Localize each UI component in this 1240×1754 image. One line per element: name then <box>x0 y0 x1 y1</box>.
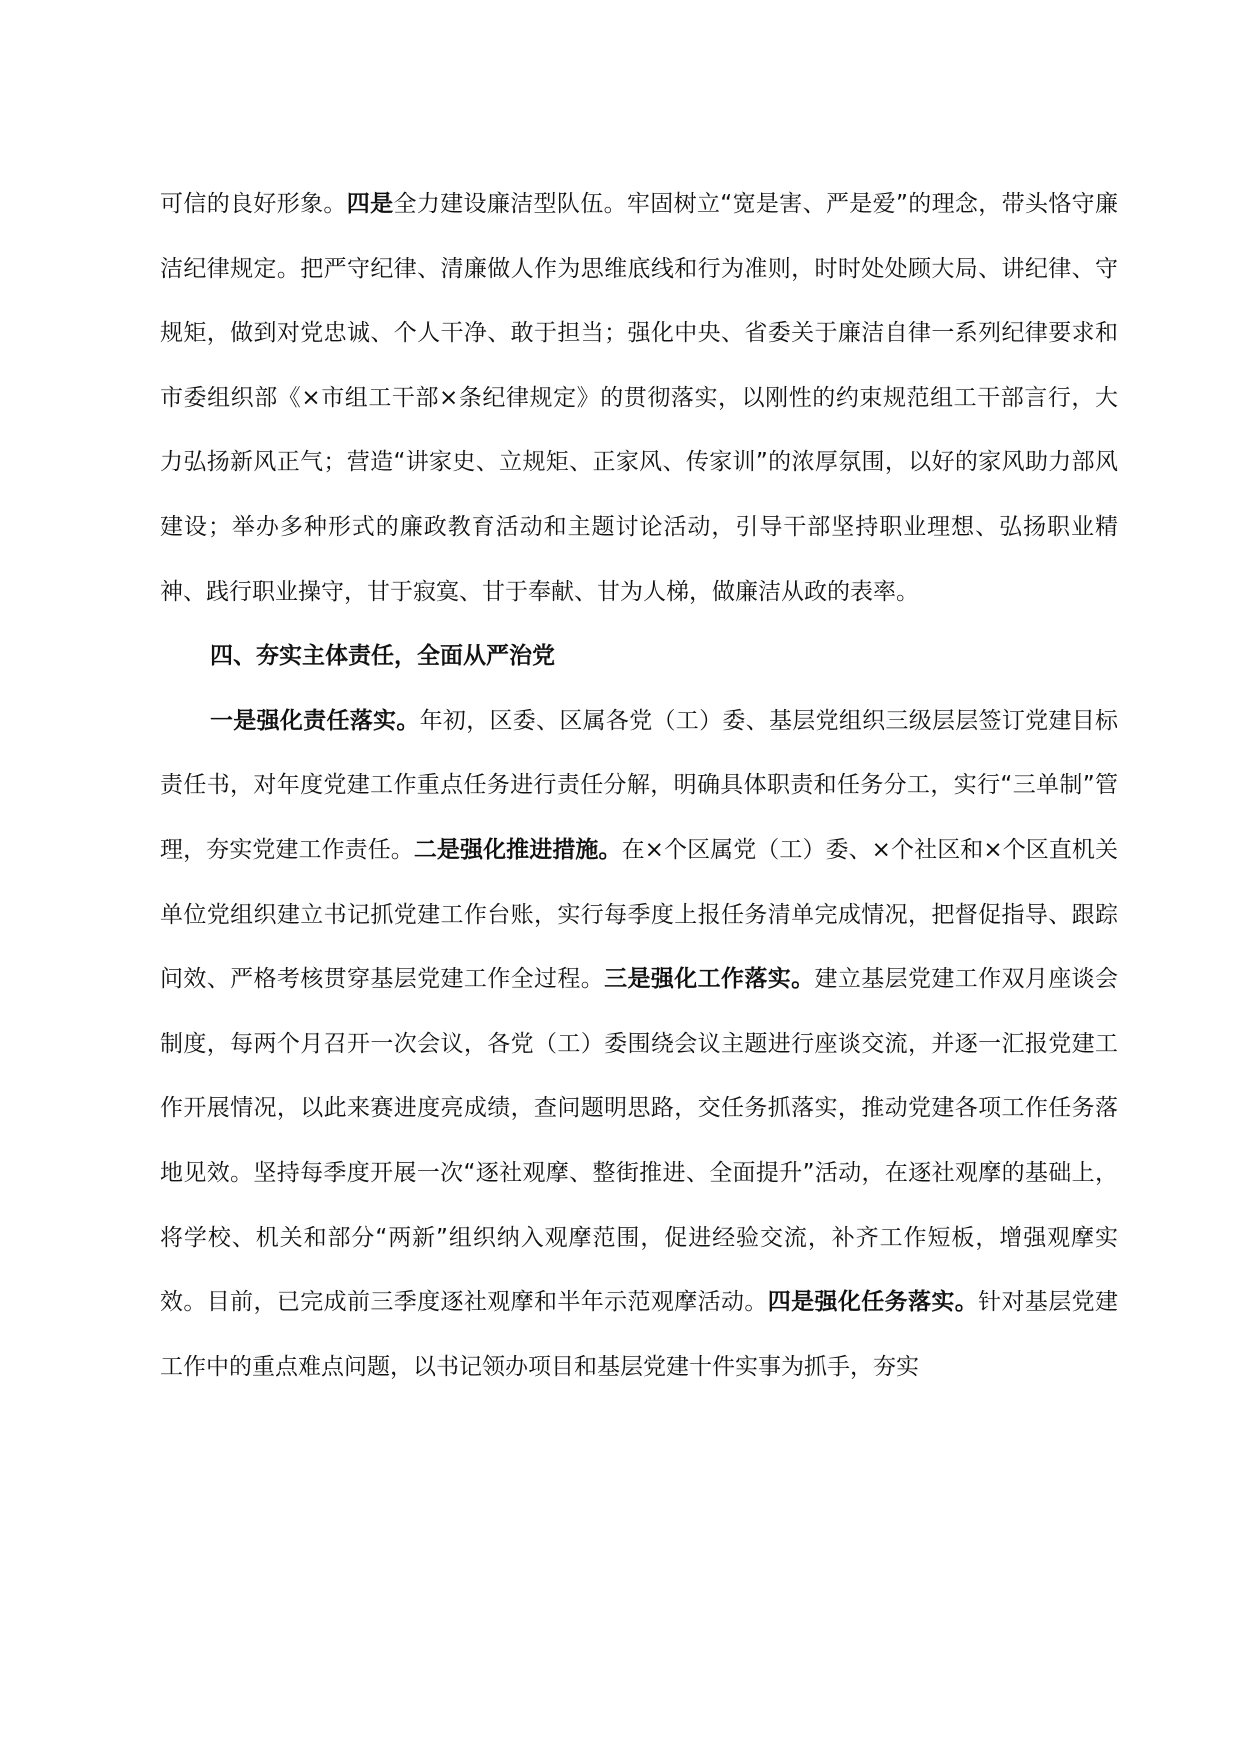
paragraph-text: 建立基层党建工作双月座谈会制度，每两个月召开一次会议，各党（工）委围绕会议主题进行座谈交流，并逐一汇报党建工作开展情况，以此来赛进度亮成绩，查问题明思路，交任务抓落实，推动党建各项工作任务落地见效。坚持每季度开展一次“逐社观摩、整街推进、全面提升”活动，在逐社观摩的基础上，将学校、机关和部分“两新”组织纳入观摩范围，促进经验交流，补齐工作短板，增强观摩实效。目前，已完成前三季度逐社观摩和半年示范观摩活动。 <box>160 966 1118 1316</box>
paragraph-text: 针对基层党建工作中的重点难点问题，以书记领办项目和基层党建十件实事为抓手，夯实 <box>160 1289 1118 1380</box>
bold-lead: 四是强化任务落实。 <box>767 1289 979 1316</box>
main-paragraph <box>160 689 1118 1400</box>
paragraph-text: 全力建设廉洁型队伍。牢固树立“宽是害、严是爱”的理念，带头恪守廉洁纪律规定。把严守纪律、清廉做人作为思维底线和行为准则，时时处处顾大局、讲纪律、守规矩，做到对党忠诚、个人干净、敢于担当；强化中央、省委关于廉洁自律一系列纪律要求和市委组织部《×市组工干部×条纪律规定》的贯彻落实，以刚性的约束规范组工干部言行，大力弘扬新风正气；营造“讲家史、立规矩、正家风、传家训”的浓厚氛围，以好的家风助力部风建设；举办多种形式的廉政教育活动和主题讨论活动，引导干部坚持职业理想、弘扬职业精神、践行职业操守，甘于寂寞、甘于奉献、甘为人梯，做廉洁从政的表率。 <box>160 191 1119 605</box>
bold-lead: 二是强化推进措施。 <box>413 836 622 863</box>
bold-lead: 三是强化工作落实。 <box>604 966 815 993</box>
paragraph-text: 可信的良好形象。 <box>160 191 347 217</box>
continued-paragraph <box>160 172 1118 624</box>
paragraph-text: 年初，区委、区属各党（工）委、基层党组织三级层层签订党建目标责任书，对年度党建工作重点任务进行责任分解，明确具体职责和任务分工，实行“三单制”管理，夯实党建工作责任。 <box>160 707 1119 863</box>
document-body <box>160 172 1118 1399</box>
bold-lead: 一是强化责任落实。 <box>210 707 420 734</box>
paragraph-text: 在×个区属党（工）委、×个社区和×个区直机关单位党组织建立书记抓党建工作台账，实行每季度上报任务清单完成情况，把督促指导、跟踪问效、严格考核贯穿基层党建工作全过程。 <box>160 836 1119 993</box>
bold-lead: 四是 <box>346 191 394 217</box>
section-heading: 四、夯实主体责任，全面从严治党 <box>210 643 555 670</box>
